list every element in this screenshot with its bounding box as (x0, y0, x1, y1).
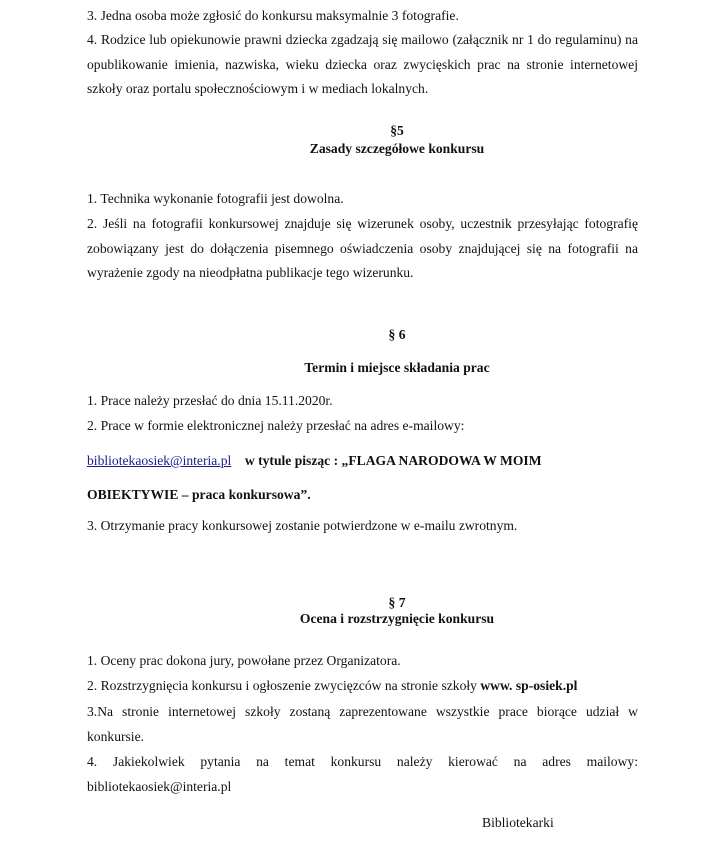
rule-5-1: 1. Technika wykonanie fotografii jest dowolna. (87, 191, 344, 206)
rule-5-2: 2. Jeśli na fotografii konkursowej znajduje się wizerunek osoby, uczestnik przesyłając fotografię zobowiązany jest do dołączenia pisemnego oświadczenia osoby znajdującej się na fotografii na wyrażenie zgody na nieodpłatna publikacje tego wizerunku. (87, 216, 638, 280)
rule-7-1: 1. Oceny prac dokona jury, powołane przez Organizatora. (87, 653, 401, 668)
rule-4-4: 4. Rodzice lub opiekunowie prawni dziecka zgadzają się mailowo (załącznik nr 1 do regulaminu) na opublikowanie imienia, nazwiska, wieku dziecka oraz zwycięskich prac na stronie internetowej szkoły oraz portalu społecznościowym i w mediach lokalnych. (87, 32, 638, 96)
rule-7-2 (87, 674, 638, 699)
section-7-title: Ocena i rozstrzygnięcie konkursu (299, 611, 495, 626)
contest-email-link[interactable]: bibliotekaosiek@interia.pl (87, 453, 232, 468)
rule-4-3: 3. Jedna osoba może zgłosić do konkursu maksymalnie 3 fotografie. (87, 8, 459, 23)
rule-6-1: 1. Prace należy przesłać do dnia 15.11.2020r. (87, 393, 333, 408)
section-6-number: § 6 (388, 327, 406, 342)
email-subject-part1: w tytule pisząc : „FLAGA NARODOWA W MOIM (244, 453, 542, 468)
rule-7-4: 4. Jakiekolwiek pytania na temat konkursu należy kierować na adres mailowy: bibliotekaosiek@interia.pl (87, 754, 638, 794)
rule-6-2: 2. Prace w formie elektronicznej należy przesłać na adres e-mailowy: (87, 418, 465, 433)
section-5-number: §5 (390, 123, 404, 138)
signature: Bibliotekarki (482, 815, 554, 830)
rule-7-2-text: 2. Rozstrzygnięcia konkursu i ogłoszenie zwycięzców na stronie szkoły (87, 678, 481, 693)
rule-6-email-line (87, 449, 638, 474)
rule-7-3: 3.Na stronie internetowej szkoły zostaną zaprezentowane wszystkie prace biorące udział w konkursie. (87, 704, 638, 744)
rule-6-3: 3. Otrzymanie pracy konkursowej zostanie potwierdzone w e-mailu zwrotnym. (87, 518, 518, 533)
section-6-title: Termin i miejsce składania prac (304, 360, 490, 375)
section-5-title: Zasady szczegółowe konkursu (309, 141, 485, 156)
school-website: www. sp-osiek.pl (480, 678, 578, 693)
email-subject-part2: OBIEKTYWIE – praca konkursowa”. (87, 487, 311, 502)
section-7-number: § 7 (388, 595, 406, 610)
